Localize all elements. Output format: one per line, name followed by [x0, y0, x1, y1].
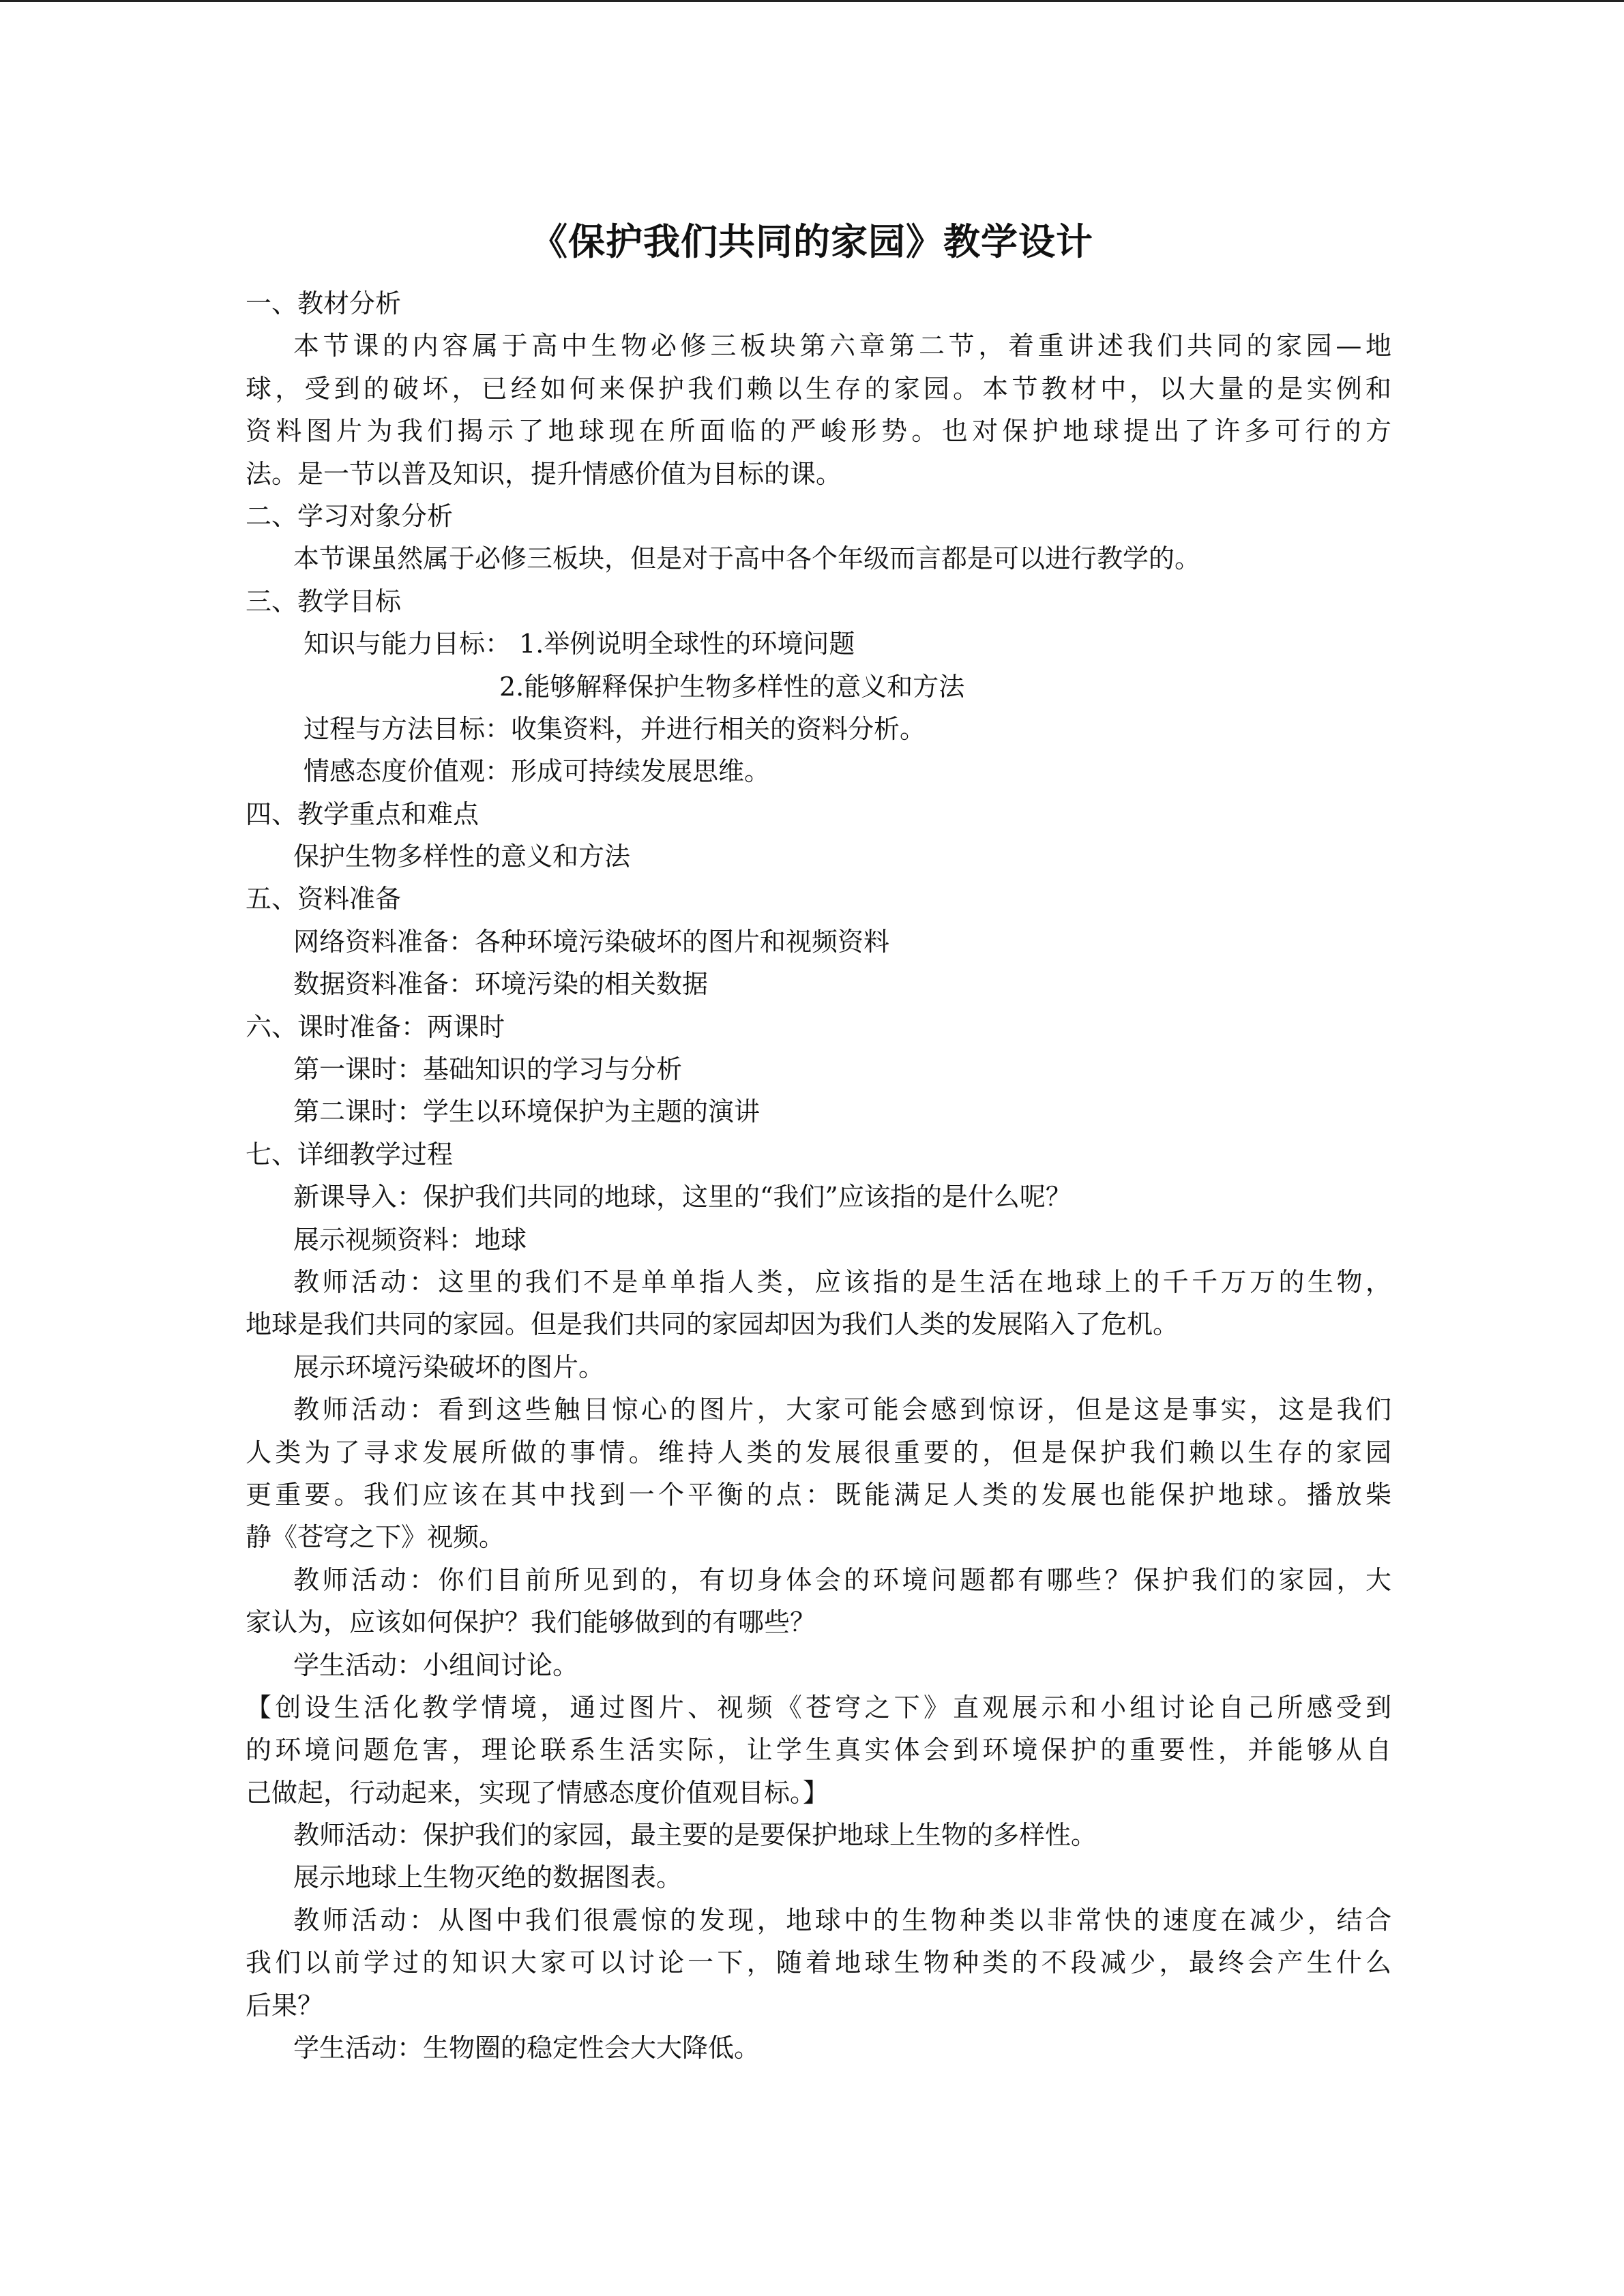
paragraph-line: 第一课时：基础知识的学习与分析 — [293, 1054, 683, 1085]
paragraph-line: 展示地球上生物灭绝的数据图表。 — [293, 1862, 683, 1893]
paragraph-line: 更重要。我们应该在其中找到一个平衡的点：既能满足人类的发展也能保护地球。播放柴 — [246, 1479, 1391, 1510]
document-body — [246, 282, 1391, 2069]
paragraph-line: 第二课时：学生以环境保护为主题的演讲 — [293, 1097, 761, 1127]
paragraph-line: 教师活动：你们目前所见到的，有切身体会的环境问题都有哪些？保护我们的家园，大 — [293, 1564, 1391, 1595]
objective-line: 过程与方法目标：收集资料，并进行相关的资料分析。 — [304, 713, 926, 744]
document-title: 《保护我们共同的家园》教学设计 — [531, 220, 1093, 263]
commentary-line: 的环境问题危害，理论联系生活实际，让学生真实体会到环境保护的重要性，并能够从自 — [246, 1735, 1391, 1765]
paragraph-line: 网络资料准备：各种环境污染破坏的图片和视频资料 — [293, 926, 890, 957]
paragraph-line: 教师活动：看到这些触目惊心的图片，大家可能会感到惊讶，但是这是事实，这是我们 — [293, 1395, 1391, 1425]
paragraph-line: 学生活动：小组间讨论。 — [293, 1650, 579, 1680]
section-heading: 二、学习对象分析 — [246, 501, 454, 531]
paragraph-line: 法。是一节以普及知识，提升情感价值为目标的课。 — [246, 458, 842, 489]
section-heading: 四、教学重点和难点 — [246, 799, 479, 829]
paragraph-line: 新课导入：保护我们共同的地球，这里的“我们”应该指的是什么呢？ — [293, 1182, 1072, 1212]
paragraph-line: 学生活动：生物圈的稳定性会大大降低。 — [293, 2033, 761, 2063]
section-heading: 一、教材分析 — [246, 288, 402, 318]
paragraph-line: 资料图片为我们揭示了地球现在所面临的严峻形势。也对保护地球提出了许多可行的方 — [246, 416, 1391, 447]
commentary-line: 【创设生活化教学情境，通过图片、视频《苍穹之下》直观展示和小组讨论自己所感受到 — [246, 1692, 1391, 1723]
paragraph-line: 数据资料准备：环境污染的相关数据 — [293, 969, 709, 1000]
section-heading: 五、资料准备 — [246, 884, 402, 914]
paragraph-line: 展示视频资料：地球 — [293, 1224, 527, 1255]
paragraph-line: 保护生物多样性的意义和方法 — [293, 841, 631, 872]
paragraph-line: 教师活动：这里的我们不是单单指人类，应该指的是生活在地球上的千千万万的生物， — [293, 1266, 1391, 1297]
paragraph-line: 静《苍穹之下》视频。 — [246, 1522, 505, 1553]
paragraph-line: 展示环境污染破坏的图片。 — [293, 1352, 605, 1382]
paragraph-line: 后果？ — [246, 1990, 324, 2021]
objective-line: 情感态度价值观：形成可持续发展思维。 — [304, 756, 771, 787]
paragraph-line: 球，受到的破坏，已经如何来保护我们赖以生存的家园。本节教材中，以大量的是实例和 — [246, 373, 1391, 404]
objective-line: 2.能够解释保护生物多样性的意义和方法 — [499, 671, 965, 702]
section-heading: 六、课时准备：两课时 — [246, 1011, 505, 1042]
commentary-line: 己做起，行动起来，实现了情感态度价值观目标。】 — [246, 1777, 829, 1808]
paragraph-line: 家认为，应该如何保护？我们能够做到的有哪些？ — [246, 1607, 816, 1638]
section-heading: 七、详细教学过程 — [246, 1139, 454, 1169]
paragraph-line: 人类为了寻求发展所做的事情。维持人类的发展很重要的，但是保护我们赖以生存的家园 — [246, 1437, 1391, 1467]
paragraph-line: 地球是我们共同的家园。但是我们共同的家园却因为我们人类的发展陷入了危机。 — [246, 1309, 1179, 1340]
paragraph-line: 本节课虽然属于必修三板块，但是对于高中各个年级而言都是可以进行教学的。 — [293, 543, 1201, 574]
objective-line: 知识与能力目标： 1.举例说明全球性的环境问题 — [304, 629, 855, 659]
paragraph-line: 我们以前学过的知识大家可以讨论一下，随着地球生物种类的不段减少，最终会产生什么 — [246, 1948, 1391, 1978]
paragraph-line: 本节课的内容属于高中生物必修三板块第六章第二节，着重讲述我们共同的家园—地 — [293, 331, 1391, 361]
section-heading: 三、教学目标 — [246, 586, 402, 616]
paragraph-line: 教师活动：从图中我们很震惊的发现，地球中的生物种类以非常快的速度在减少，结合 — [293, 1905, 1391, 1935]
paragraph-line: 教师活动：保护我们的家园，最主要的是要保护地球上生物的多样性。 — [293, 1820, 1097, 1851]
